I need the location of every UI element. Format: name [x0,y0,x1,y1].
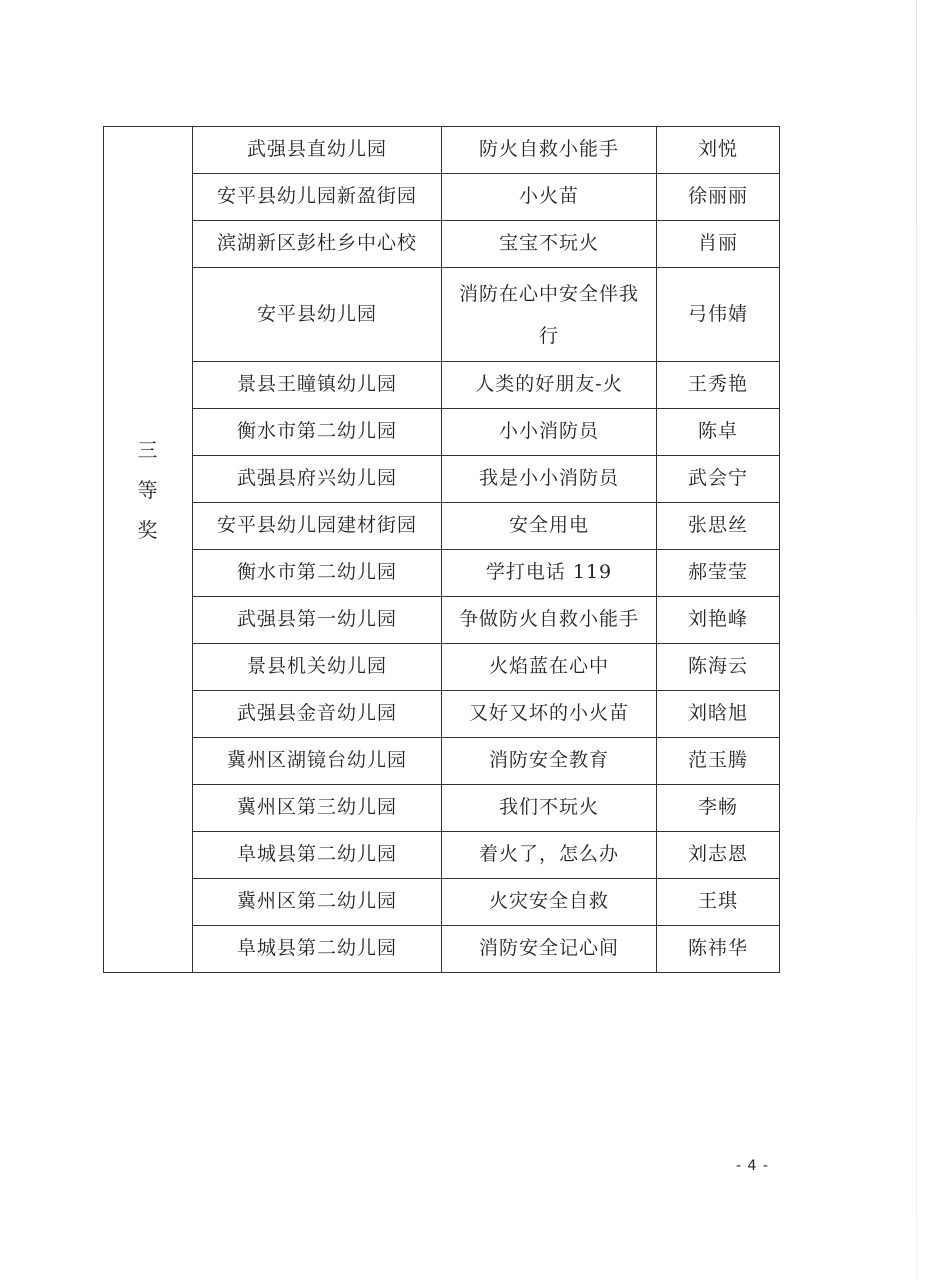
name-cell: 王秀艳 [657,362,780,409]
school-cell: 武强县府兴幼儿园 [193,456,442,503]
table-row [104,362,780,409]
school-cell: 阜城县第二幼儿园 [193,926,442,973]
school-cell: 冀州区第三幼儿园 [193,785,442,832]
work-cell: 火焰蓝在心中 [442,644,657,691]
table-row [104,926,780,973]
table-row [104,644,780,691]
work-cell: 小火苗 [442,174,657,221]
name-cell: 陈祎华 [657,926,780,973]
name-cell: 刘晗旭 [657,691,780,738]
work-cell [442,268,657,362]
name-cell: 王琪 [657,879,780,926]
school-cell: 安平县幼儿园新盈街园 [193,174,442,221]
school-cell: 滨湖新区彭杜乡中心校 [193,221,442,268]
work-cell: 消防安全记心间 [442,926,657,973]
table-row [104,268,780,362]
work-cell: 我们不玩火 [442,785,657,832]
table-row [104,832,780,879]
school-cell: 武强县金音幼儿园 [193,691,442,738]
school-cell: 安平县幼儿园建材街园 [193,503,442,550]
work-cell: 宝宝不玩火 [442,221,657,268]
school-cell: 景县机关幼儿园 [193,644,442,691]
table-row [104,503,780,550]
table-row [104,879,780,926]
table-row [104,456,780,503]
work-cell: 消防安全教育 [442,738,657,785]
school-cell: 阜城县第二幼儿园 [193,832,442,879]
school-cell: 武强县第一幼儿园 [193,597,442,644]
name-cell: 范玉腾 [657,738,780,785]
name-cell: 陈卓 [657,409,780,456]
name-cell: 张思丝 [657,503,780,550]
work-cell: 人类的好朋友-火 [442,362,657,409]
school-cell: 衡水市第二幼儿园 [193,550,442,597]
table-row [104,550,780,597]
school-cell: 景县王瞳镇幼儿园 [193,362,442,409]
page-number: - 4 - [736,1158,769,1174]
work-cell: 着火了，怎么办 [442,832,657,879]
table-row [104,174,780,221]
table-row [104,127,780,174]
work-cell: 争做防火自救小能手 [442,597,657,644]
name-cell: 武会宁 [657,456,780,503]
work-cell: 又好又坏的小火苗 [442,691,657,738]
name-cell: 徐丽丽 [657,174,780,221]
school-cell: 冀州区第二幼儿园 [193,879,442,926]
name-cell: 陈海云 [657,644,780,691]
work-cell-text: 消防在心中安全伴我行 [458,282,639,347]
award-table [103,126,780,973]
table-row [104,409,780,456]
name-cell: 李畅 [657,785,780,832]
school-cell: 武强县直幼儿园 [193,127,442,174]
name-cell: 郝莹莹 [657,550,780,597]
work-cell: 防火自救小能手 [442,127,657,174]
school-cell: 衡水市第二幼儿园 [193,409,442,456]
name-cell: 刘艳峰 [657,597,780,644]
table-row [104,221,780,268]
work-cell: 学打电话 119 [442,550,657,597]
name-cell: 弓伟婧 [657,268,780,362]
name-cell: 刘志恩 [657,832,780,879]
name-cell: 肖丽 [657,221,780,268]
award-category-label: 三等奖 [137,437,159,542]
award-category-cell [104,127,193,973]
table-row [104,597,780,644]
school-cell: 冀州区湖镜台幼儿园 [193,738,442,785]
table-row [104,738,780,785]
name-cell: 刘悦 [657,127,780,174]
work-cell: 小小消防员 [442,409,657,456]
page-edge [916,0,917,1280]
table-row [104,785,780,832]
work-cell: 我是小小消防员 [442,456,657,503]
work-cell: 火灾安全自救 [442,879,657,926]
work-cell: 安全用电 [442,503,657,550]
school-cell: 安平县幼儿园 [193,268,442,362]
table-row [104,691,780,738]
